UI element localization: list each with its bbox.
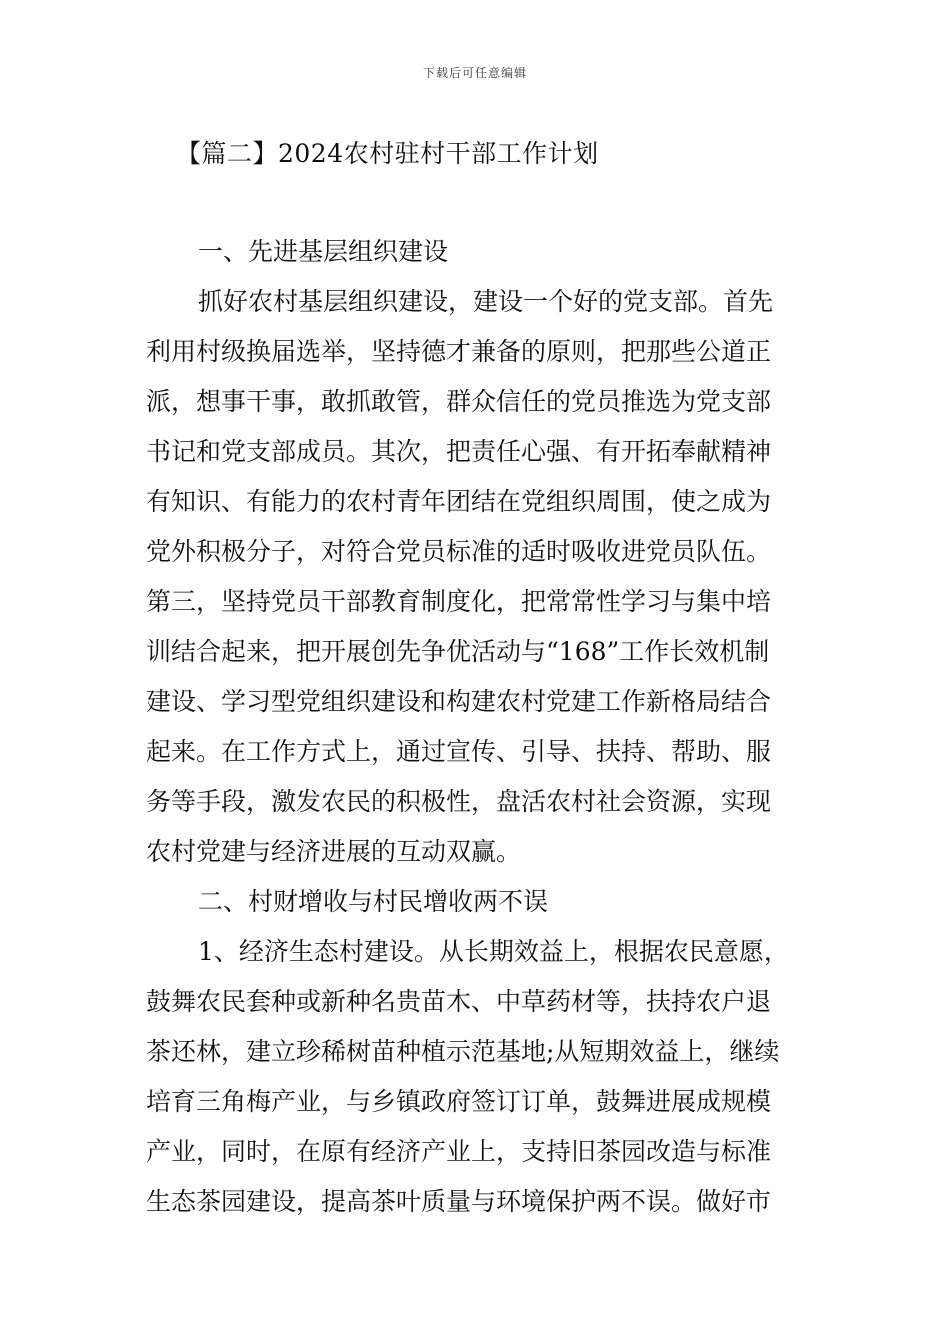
page-header: 下载后可任意编辑 [422, 66, 527, 80]
paragraph-line: 抓好农村基层组织建设，建设一个好的党支部。首先 [198, 287, 774, 316]
document-body [146, 227, 806, 1227]
paragraph-line: 产业，同时，在原有经济产业上，支持旧茶园改造与标准 [146, 1137, 772, 1166]
paragraph-line: 第三，坚持党员干部教育制度化，把常常性学习与集中培 [146, 587, 772, 616]
paragraph-line: 有知识、有能力的农村青年团结在党组织周围，使之成为 [146, 487, 772, 516]
section-heading: 一、先进基层组织建设 [198, 237, 449, 266]
paragraph-line: 起来。在工作方式上，通过宣传、引导、扶持、帮助、服 [146, 737, 772, 766]
paragraph-line: 茶还林，建立珍稀树苗种植示范基地;从短期效益上，继续 [146, 1037, 780, 1066]
paragraph-line: 建设、学习型党组织建设和构建农村党建工作新格局结合 [146, 687, 772, 716]
document-title: 【篇二】2024农村驻村干部工作计划 [176, 139, 599, 168]
paragraph-line: 鼓舞农民套种或新种名贵苗木、中草药材等，扶持农户退 [146, 987, 772, 1016]
paragraph-line: 利用村级换届选举，坚持德才兼备的原则，把那些公道正 [146, 337, 772, 366]
paragraph-line: 务等手段，激发农民的积极性，盘活农村社会资源，实现 [146, 787, 772, 816]
paragraph-line: 生态茶园建设，提高茶叶质量与环境保护两不误。做好市 [146, 1187, 772, 1216]
paragraph-line: 书记和党支部成员。其次，把责任心强、有开拓奉献精神 [146, 437, 772, 466]
paragraph-line: 农村党建与经济进展的互动双赢。 [146, 837, 522, 866]
paragraph-line: 培育三角梅产业，与乡镇政府签订订单，鼓舞进展成规模 [146, 1087, 772, 1116]
paragraph-line: 党外积极分子，对符合党员标准的适时吸收进党员队伍。 [146, 537, 772, 566]
section-heading: 二、村财增收与村民增收两不误 [198, 887, 549, 916]
paragraph-line: 训结合起来，把开展创先争优活动与“168”工作长效机制 [146, 637, 770, 666]
paragraph-line: 1、经济生态村建设。从长期效益上，根据农民意愿， [198, 937, 789, 966]
paragraph-line: 派，想事干事，敢抓敢管，群众信任的党员推选为党支部 [146, 387, 772, 416]
